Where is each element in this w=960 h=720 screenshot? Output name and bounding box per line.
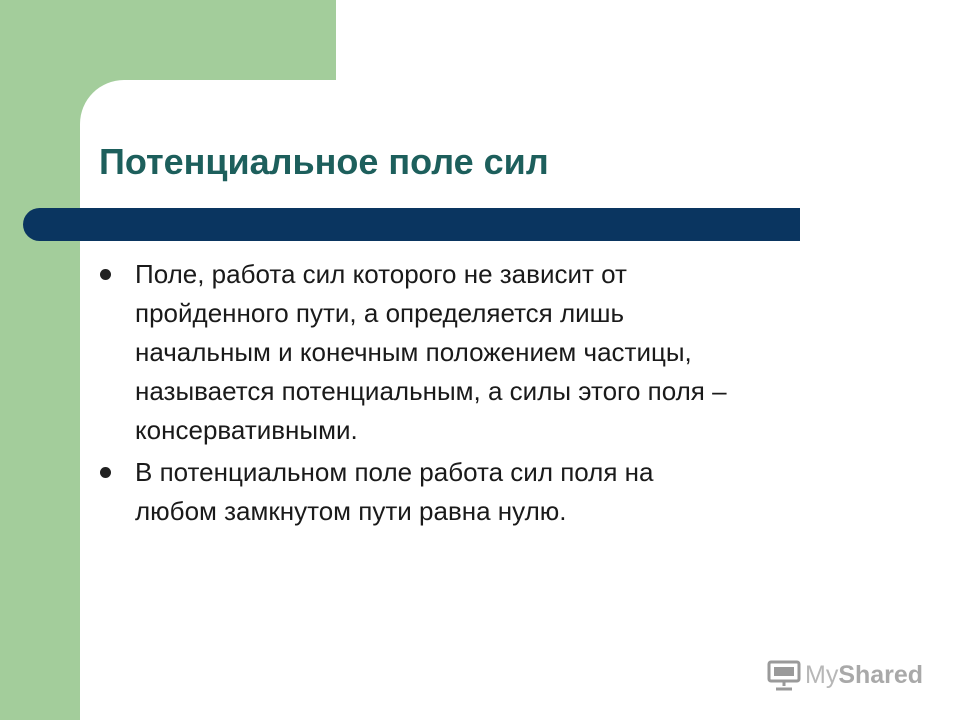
title-underline-bar [23, 208, 800, 241]
bullet-list [98, 255, 878, 534]
watermark-text: MyShared [805, 660, 924, 689]
bullet-dot-icon [100, 269, 111, 280]
bullet-line: называется потенциальным, а силы этого поля – [135, 376, 727, 406]
presentation-board-icon [767, 659, 801, 691]
bullet-item [98, 255, 878, 450]
bullet-line: Поле, работа сил которого не зависит от [135, 259, 627, 289]
slide-title: Потенциальное поле сил [99, 141, 549, 182]
bullet-line: В потенциальном поле работа сил поля на [135, 457, 654, 487]
myshared-watermark[interactable] [767, 657, 923, 693]
bullet-line: консервативными. [135, 415, 358, 445]
bullet-line: пройденного пути, а определяется лишь [135, 298, 625, 328]
bullet-dot-icon [100, 467, 111, 478]
bullet-line: начальным и конечным положением частицы, [135, 337, 692, 367]
bullet-line: любом замкнутом пути равна нулю. [135, 496, 567, 526]
bullet-item [98, 453, 878, 531]
